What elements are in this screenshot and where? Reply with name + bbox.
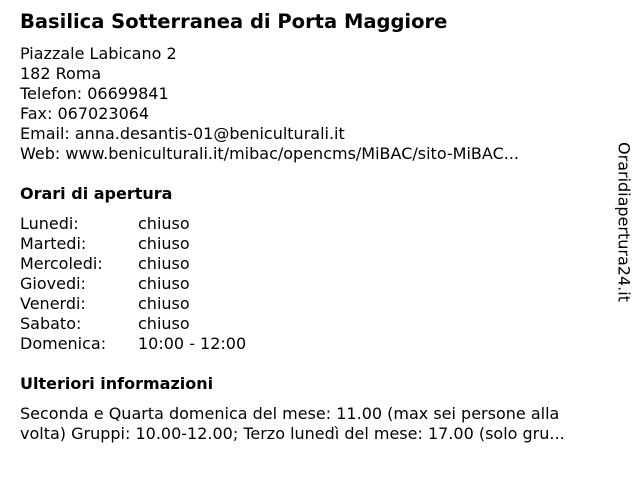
hours-time: chiuso: [138, 254, 190, 273]
hours-row-thursday: [20, 274, 246, 294]
opening-hours-table: [20, 214, 246, 354]
phone-number: Telefon: 06699841: [20, 84, 169, 103]
address-street: Piazzale Labicano 2: [20, 44, 177, 63]
hours-row-wednesday: [20, 254, 246, 274]
additional-info-line: volta) Gruppi: 10.00-12.00; Terzo lunedì del mese: 17.00 (solo gru...: [20, 424, 565, 443]
hours-day: Giovedi:: [20, 274, 86, 293]
hours-day: Lunedi:: [20, 214, 79, 233]
page-title: Basilica Sotterranea di Porta Maggiore: [20, 10, 448, 33]
hours-time: 10:00 - 12:00: [138, 334, 247, 353]
hours-time: chiuso: [138, 234, 190, 253]
hours-time: chiuso: [138, 214, 190, 233]
address-block: [20, 44, 519, 164]
website-url: Web: www.beniculturali.it/mibac/opencms/MiBAC/sito-MiBAC...: [20, 144, 519, 163]
hours-row-friday: [20, 294, 246, 314]
hours-day: Venerdi:: [20, 294, 86, 313]
hours-time: chiuso: [138, 294, 190, 313]
opening-hours-heading: Orari di apertura: [20, 184, 173, 203]
hours-row-monday: [20, 214, 246, 234]
hours-day: Sabato:: [20, 314, 82, 333]
hours-day: Martedi:: [20, 234, 87, 253]
hours-time: chiuso: [138, 274, 190, 293]
hours-time: chiuso: [138, 314, 190, 333]
additional-info-heading: Ulteriori informazioni: [20, 374, 214, 393]
hours-row-saturday: [20, 314, 246, 334]
hours-row-sunday: [20, 334, 246, 354]
hours-day: Mercoledi:: [20, 254, 103, 273]
site-watermark: Oraridiapertura24.it: [614, 142, 634, 302]
additional-info-line: Seconda e Quarta domenica del mese: 11.00 (max sei persone alla: [20, 404, 560, 423]
fax-number: Fax: 067023064: [20, 104, 150, 123]
email-address: Email: anna.desantis-01@beniculturali.it: [20, 124, 345, 143]
additional-info-text: [20, 404, 632, 444]
hours-day: Domenica:: [20, 334, 107, 353]
address-city: 182 Roma: [20, 64, 102, 83]
hours-row-tuesday: [20, 234, 246, 254]
